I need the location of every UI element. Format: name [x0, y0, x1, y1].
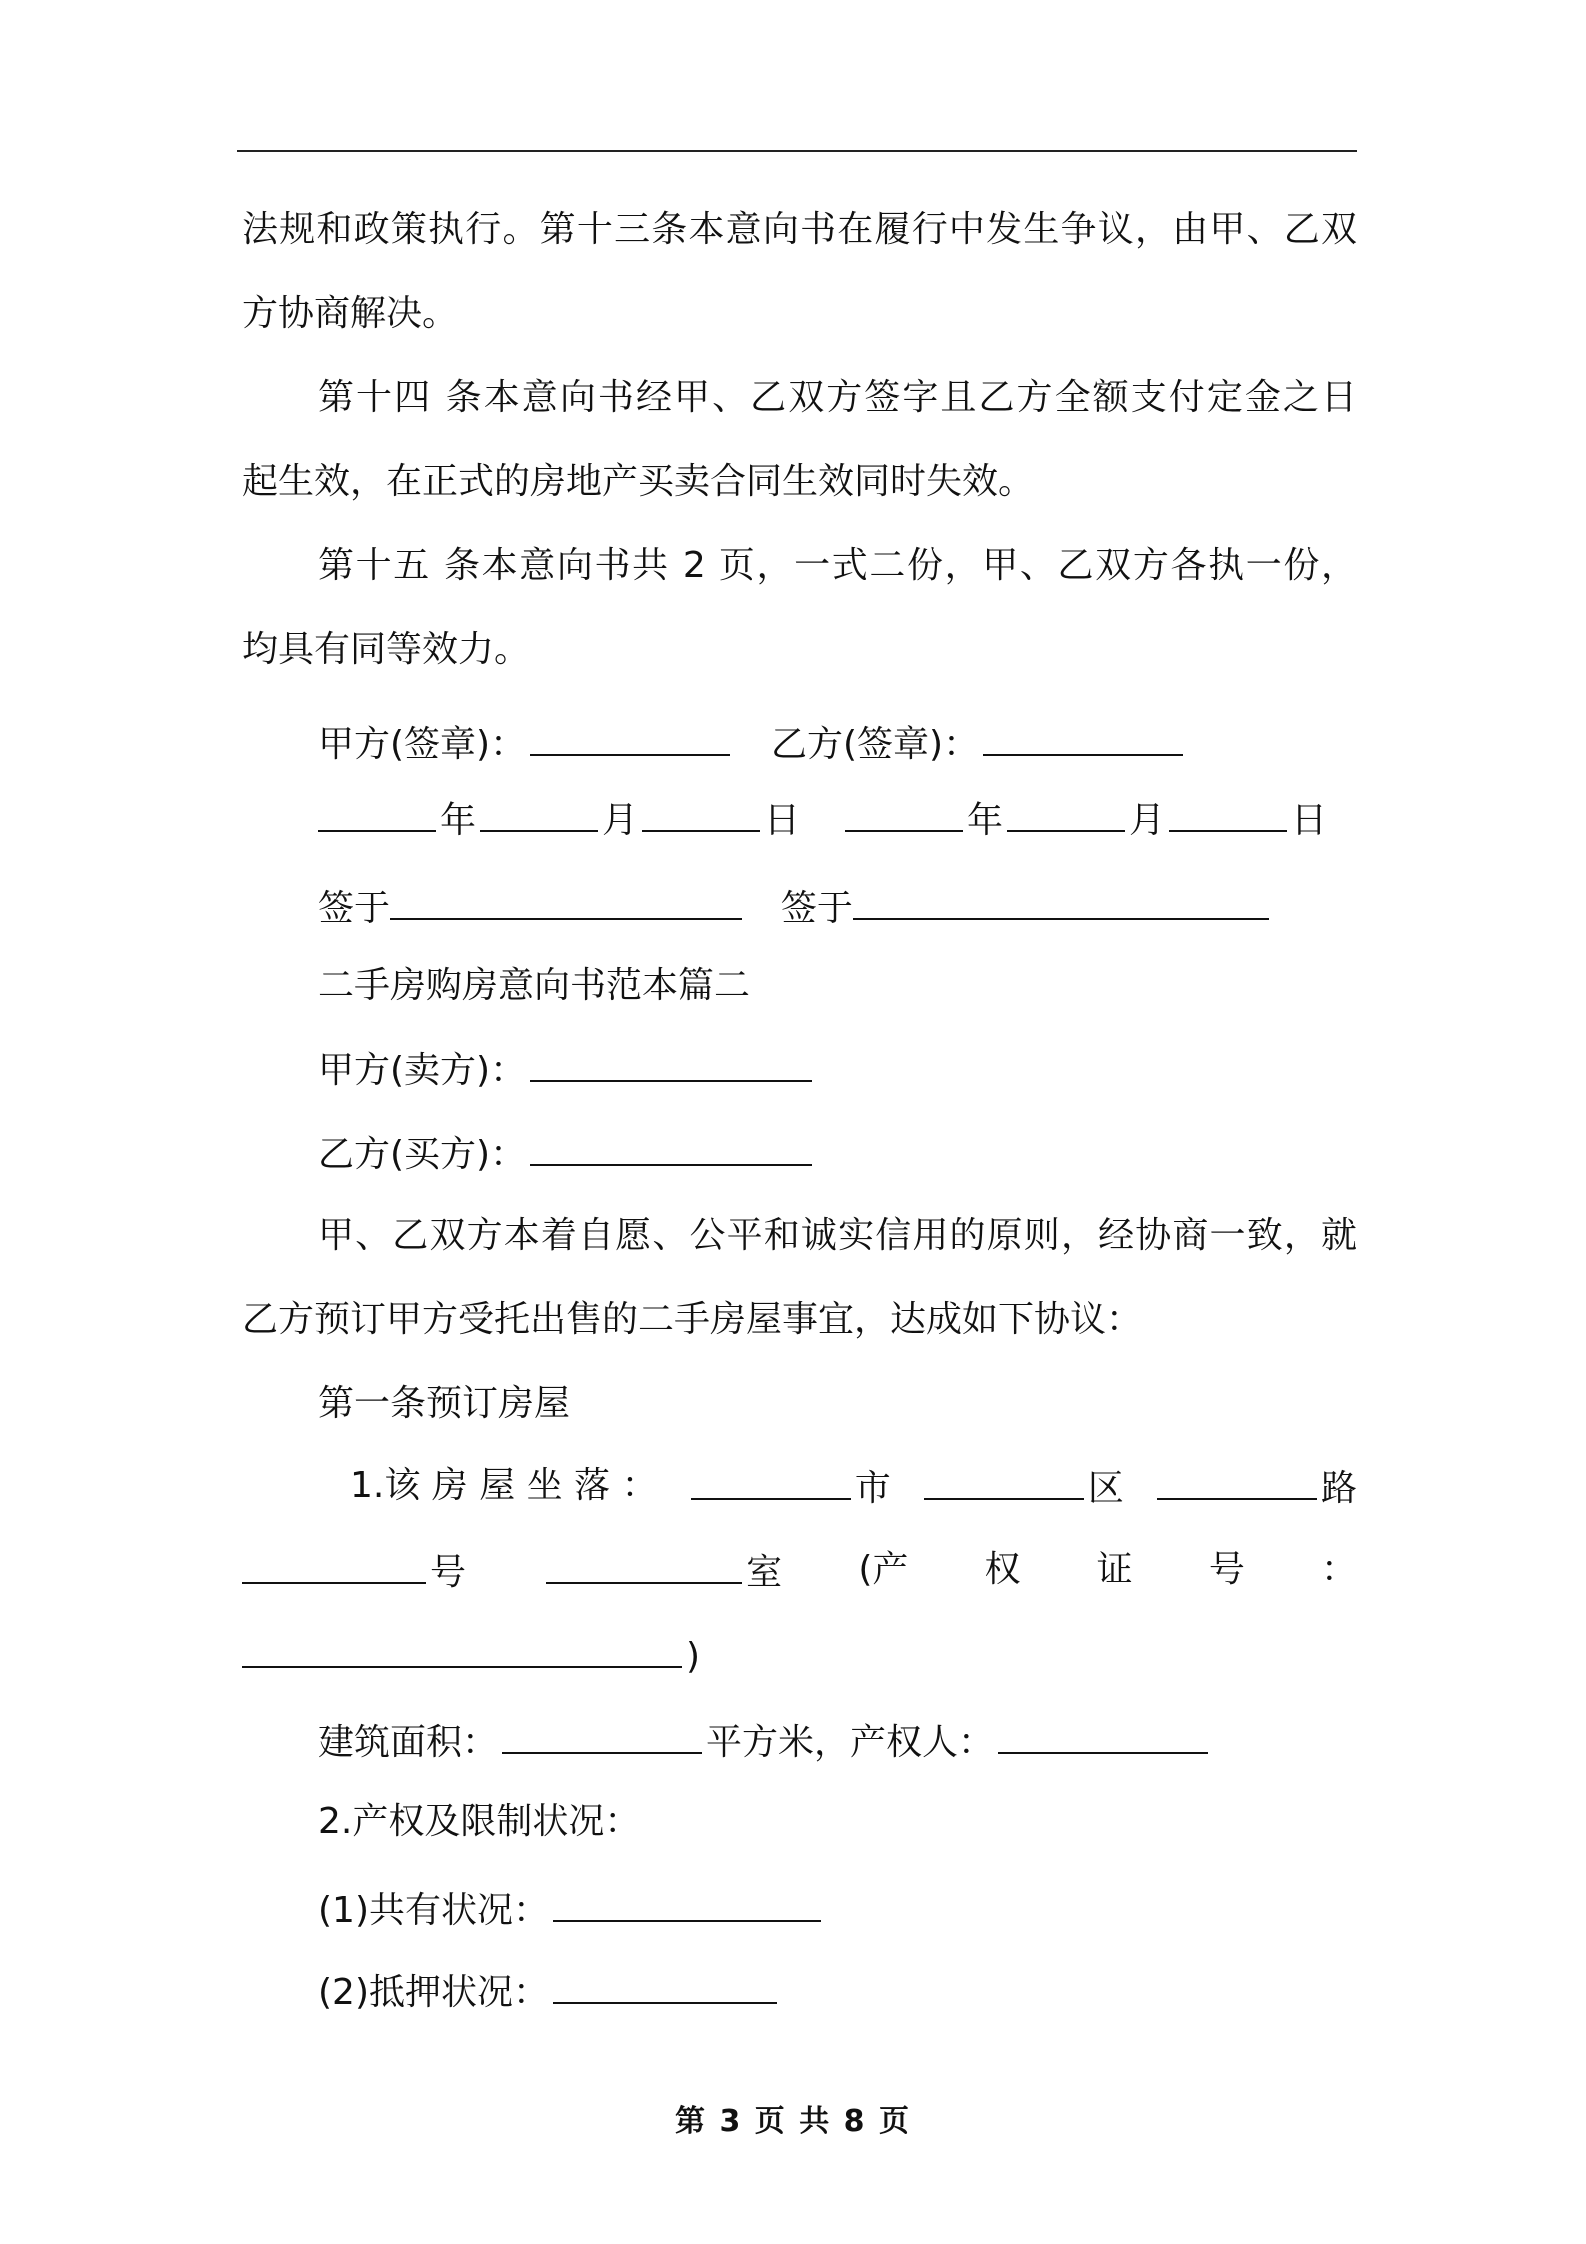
rights-title: 2.产权及限制状况： — [318, 1801, 641, 1842]
mortgage-blank[interactable] — [553, 1966, 777, 2004]
number-label: 号 — [430, 1552, 467, 1593]
intro-line1: 甲、乙双方本着自愿、公平和诚实信用的原则，经协商一致，就 — [318, 1215, 1357, 1256]
article14-line1: 第十四 条本意向书经甲、乙双方签字且乙方全额支付定金之日 — [318, 377, 1357, 418]
year-label: 年 — [440, 800, 477, 841]
number-cert-row — [242, 1546, 1357, 1597]
year-label: 年 — [966, 800, 1003, 841]
party-b-month-blank[interactable] — [1007, 794, 1125, 832]
section2-title: 二手房购房意向书范本篇二 — [318, 965, 751, 1006]
road-blank[interactable] — [1157, 1462, 1317, 1500]
city-blank[interactable] — [691, 1462, 851, 1500]
party-a-year-blank[interactable] — [318, 794, 436, 832]
buyer-row — [318, 1128, 1357, 1179]
room-label: 室 — [746, 1552, 783, 1593]
header-rule — [237, 150, 1357, 152]
area-unit-owner-label: 平方米，产权人： — [706, 1722, 995, 1763]
party-a-signature-blank[interactable] — [530, 718, 730, 756]
party-a-month-blank[interactable] — [480, 794, 598, 832]
room-blank[interactable] — [546, 1546, 742, 1584]
seller-blank[interactable] — [530, 1044, 812, 1082]
location-label: 1.该 房 屋 坐 落 ： — [350, 1465, 658, 1506]
mortgage-label: (2)抵押状况： — [318, 1972, 549, 2013]
cert-number-row — [242, 1630, 1357, 1681]
house-number-blank[interactable] — [242, 1546, 426, 1584]
area-blank[interactable] — [502, 1716, 702, 1754]
party-a-signed-at-label: 签于 — [318, 888, 391, 929]
page-footer: 第 3 页 共 8 页 — [675, 2104, 911, 2139]
buyer-label: 乙方(买方)： — [318, 1134, 527, 1175]
article15-line1: 第十五 条本意向书共 2 页，一式二份，甲、乙双方各执一份， — [318, 545, 1357, 586]
cert-char-2: 权 — [984, 1549, 1021, 1590]
party-b-signature-blank[interactable] — [983, 718, 1183, 756]
party-b-year-blank[interactable] — [845, 794, 963, 832]
party-a-day-blank[interactable] — [642, 794, 760, 832]
location-row — [350, 1462, 1357, 1513]
party-b-signature-label: 乙方(签章)： — [771, 724, 980, 765]
month-label: 月 — [602, 800, 639, 841]
date-row — [318, 794, 1357, 845]
seller-label: 甲方(卖方)： — [318, 1050, 527, 1091]
party-b-signed-at-label: 签于 — [780, 888, 853, 929]
cert-number-blank[interactable] — [242, 1630, 682, 1668]
party-a-signed-at-blank[interactable] — [390, 882, 742, 920]
co-owned-label: (1)共有状况： — [318, 1890, 549, 1931]
cert-char-4: 号 — [1208, 1549, 1245, 1590]
seller-row — [318, 1044, 1357, 1095]
article13-line2: 方协商解决。 — [242, 293, 459, 334]
cert-char-5: ： — [1320, 1549, 1357, 1590]
article15-line2: 均具有同等效力。 — [242, 629, 531, 670]
road-label: 路 — [1320, 1468, 1357, 1509]
party-a-signature-label: 甲方(签章)： — [318, 724, 527, 765]
party-b-signed-at-blank[interactable] — [853, 882, 1269, 920]
party-b-day-blank[interactable] — [1169, 794, 1287, 832]
article14-line2: 起生效，在正式的房地产买卖合同生效同时失效。 — [242, 461, 1035, 502]
buyer-blank[interactable] — [530, 1128, 812, 1166]
article1-title: 第一条预订房屋 — [318, 1383, 571, 1424]
area-label: 建筑面积： — [318, 1722, 499, 1763]
mortgage-row — [318, 1966, 1357, 2017]
cert-char-1: (产 — [858, 1549, 909, 1590]
area-row — [318, 1716, 1357, 1767]
day-label: 日 — [1290, 800, 1327, 841]
signature-row — [318, 718, 1357, 769]
district-blank[interactable] — [924, 1462, 1084, 1500]
co-owned-row — [318, 1884, 1357, 1935]
close-paren: ) — [686, 1636, 701, 1677]
owner-blank[interactable] — [998, 1716, 1208, 1754]
city-label: 市 — [854, 1468, 891, 1509]
intro-line2: 乙方预订甲方受托出售的二手房屋事宜，达成如下协议： — [242, 1299, 1143, 1340]
month-label: 月 — [1128, 800, 1165, 841]
signed-at-row — [318, 882, 1357, 933]
cert-char-3: 证 — [1096, 1549, 1133, 1590]
article13-line1: 法规和政策执行。第十三条本意向书在履行中发生争议，由甲、乙双 — [242, 209, 1357, 250]
district-label: 区 — [1087, 1468, 1124, 1509]
co-owned-blank[interactable] — [553, 1884, 821, 1922]
day-label: 日 — [764, 800, 801, 841]
